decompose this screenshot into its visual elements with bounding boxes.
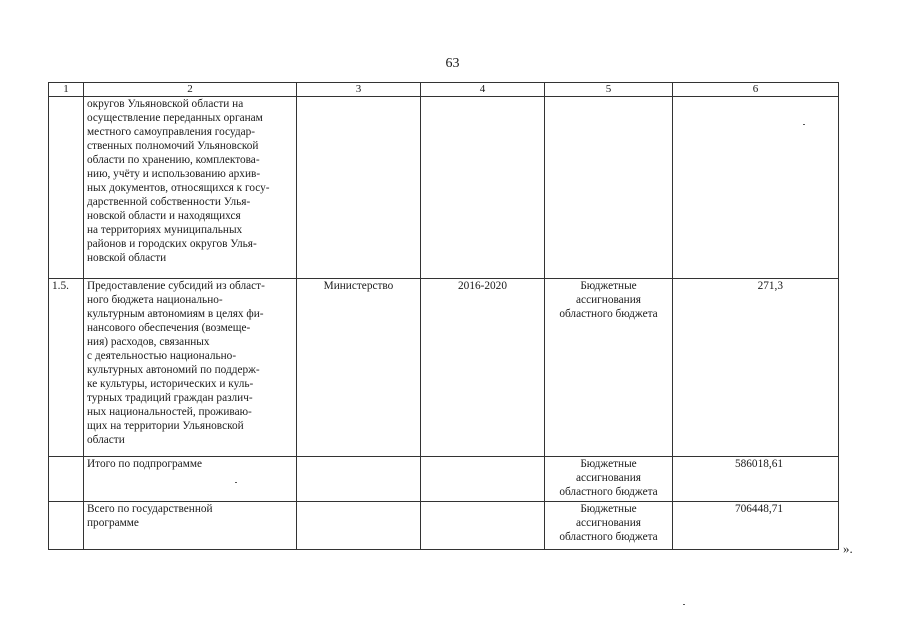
table-row <box>49 502 839 550</box>
cell-line: ке культуры, исторических и куль- <box>87 378 254 390</box>
cell-line: нию, учёту и использованию архив- <box>87 168 261 180</box>
cell-line: новской области <box>87 252 167 264</box>
table-header-row <box>49 83 839 97</box>
column-header: 3 <box>297 83 421 97</box>
cell-line: щих на территории Ульяновской <box>87 420 244 432</box>
cell-line: нансового обеспечения (возмеще- <box>87 322 251 334</box>
row-executor <box>297 97 421 279</box>
table-row <box>49 279 839 457</box>
page-number: 63 <box>445 56 460 71</box>
cell-line: Бюджетные <box>580 503 637 515</box>
column-header: 6 <box>673 83 839 97</box>
cell-line: на территориях муниципальных <box>87 224 243 236</box>
cell-line: Бюджетные <box>580 280 637 292</box>
cell-line: районов и городских округов Улья- <box>87 238 257 250</box>
row-amount: 586018,61 <box>673 457 839 502</box>
scan-speck <box>683 604 685 605</box>
row-amount: 271,3 <box>673 279 839 457</box>
cell-line: областного бюджета <box>559 531 658 543</box>
column-header: 2 <box>84 83 297 97</box>
row-number: 1.5. <box>49 279 84 457</box>
cell-line: областного бюджета <box>559 486 658 498</box>
row-number <box>49 457 84 502</box>
cell-line: округов Ульяновской области на <box>87 98 244 110</box>
program-table <box>48 82 839 550</box>
cell-line: области <box>87 434 125 446</box>
row-number <box>49 502 84 550</box>
cell-line: ассигнования <box>576 294 641 306</box>
row-source <box>545 279 673 457</box>
row-period <box>421 97 545 279</box>
row-source <box>545 97 673 279</box>
row-name <box>84 279 297 457</box>
row-executor <box>297 457 421 502</box>
scan-speck <box>803 124 805 125</box>
cell-line: ассигнования <box>576 472 641 484</box>
scan-speck <box>235 482 237 483</box>
cell-line: ственных полномочий Ульяновской <box>87 140 259 152</box>
row-source <box>545 502 673 550</box>
cell-line: Предоставление субсидий из област- <box>87 280 265 292</box>
cell-line: местного самоуправления государ- <box>87 126 256 138</box>
cell-line: турных традиций граждан различ- <box>87 392 253 404</box>
cell-line: культурным автономиям в целях фи- <box>87 308 264 320</box>
row-period: 2016-2020 <box>421 279 545 457</box>
cell-line: программе <box>87 517 139 529</box>
column-header: 5 <box>545 83 673 97</box>
cell-line: ния) расходов, связанных <box>87 336 210 348</box>
row-executor: Министерство <box>297 279 421 457</box>
row-period <box>421 502 545 550</box>
row-period <box>421 457 545 502</box>
column-header: 1 <box>49 83 84 97</box>
cell-line: Всего по государственной <box>87 503 213 515</box>
table-row <box>49 457 839 502</box>
row-amount <box>673 97 839 279</box>
row-amount: 706448,71 <box>673 502 839 550</box>
cell-line: осуществление переданных органам <box>87 112 263 124</box>
cell-line: дарственной собственности Улья- <box>87 196 251 208</box>
table-row <box>49 97 839 279</box>
cell-line: ных национальностей, проживаю- <box>87 406 252 418</box>
closing-quote: ». <box>843 541 853 556</box>
cell-line: Итого по подпрограмме <box>87 458 203 470</box>
cell-line: области по хранению, комплектова- <box>87 154 260 166</box>
row-name <box>84 457 297 502</box>
row-number <box>49 97 84 279</box>
row-name <box>84 502 297 550</box>
cell-line: ного бюджета национально- <box>87 294 223 306</box>
cell-line: новской области и находящихся <box>87 210 241 222</box>
row-name <box>84 97 297 279</box>
cell-line: ассигнования <box>576 517 641 529</box>
cell-line: ных документов, относящихся к госу- <box>87 182 270 194</box>
cell-line: Бюджетные <box>580 458 637 470</box>
row-source <box>545 457 673 502</box>
row-executor <box>297 502 421 550</box>
cell-line: культурных автономий по поддерж- <box>87 364 260 376</box>
column-header: 4 <box>421 83 545 97</box>
cell-line: с деятельностью национально- <box>87 350 237 362</box>
cell-line: областного бюджета <box>559 308 658 320</box>
